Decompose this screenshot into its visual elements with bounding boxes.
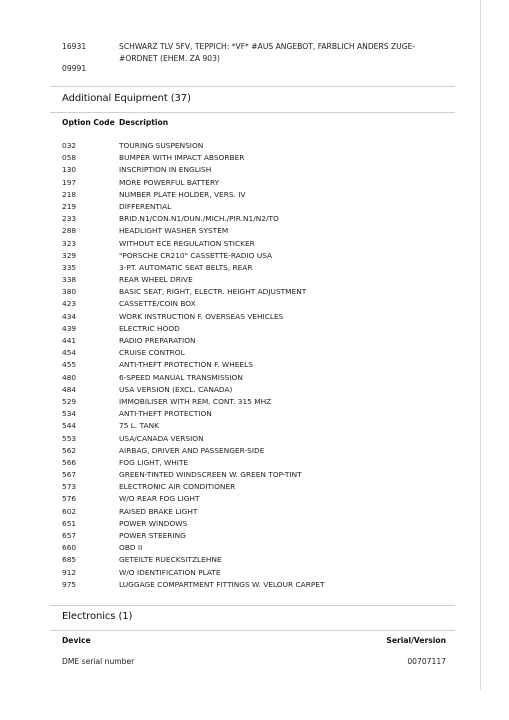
section-divider (50, 630, 455, 631)
option-description: WITHOUT ECE REGULATION STICKER (119, 238, 255, 248)
option-description: OBD II (119, 543, 143, 553)
option-code: 573 (62, 482, 77, 492)
option-code: 439 (62, 323, 77, 333)
option-code: 454 (62, 348, 77, 358)
option-description: NUMBER PLATE HOLDER, VERS. IV (119, 189, 246, 199)
option-description: BUMPER WITH IMPACT ABSORBER (119, 153, 245, 163)
option-description: "PORSCHE CR210" CASSETTE-RADIO USA (119, 250, 273, 260)
option-code: 441 (62, 336, 77, 345)
option-code: 566 (62, 457, 77, 467)
option-row (62, 469, 442, 481)
option-code: 553 (62, 433, 77, 443)
option-description: W/O REAR FOG LIGHT (119, 494, 200, 504)
option-code: 218 (62, 189, 77, 199)
option-description: AIRBAG, DRIVER AND PASSENGER-SIDE (119, 445, 265, 455)
device-header: Device (62, 636, 91, 645)
option-code: 602 (62, 506, 77, 516)
option-description: RAISED BRAKE LIGHT (119, 506, 198, 516)
option-description: REAR WHEEL DRIVE (119, 275, 193, 285)
option-row (62, 177, 442, 189)
option-description: HEADLIGHT WASHER SYSTEM (119, 226, 229, 236)
option-code: 544 (62, 421, 77, 431)
option-code: 09991 (62, 64, 87, 73)
option-row (62, 420, 442, 432)
option-row (62, 506, 442, 518)
option-row (62, 445, 442, 457)
option-description: GREEN-TINTED WINDSCREEN W. GREEN TOP-TINT (119, 470, 302, 480)
option-description: GETEILTE RUECKSITZLEHNE (119, 555, 222, 565)
option-row (62, 433, 442, 445)
option-row (62, 262, 442, 274)
option-code: 651 (62, 518, 77, 528)
option-row (62, 518, 442, 530)
option-description: WORK INSTRUCTION F. OVERSEAS VEHICLES (119, 311, 284, 321)
electronics-title: Electronics (1) (62, 611, 133, 622)
option-row (62, 396, 442, 408)
option-code: 562 (62, 445, 77, 455)
option-code: 329 (62, 250, 77, 260)
option-description: 3-PT. AUTOMATIC SEAT BELTS, REAR (119, 262, 253, 272)
option-row (62, 140, 442, 152)
option-description: IMMOBILISER WITH REM. CONT. 315 MHZ (119, 396, 272, 406)
option-row (62, 189, 442, 201)
option-row (62, 152, 442, 164)
option-description: USA VERSION (EXCL. CANADA) (119, 384, 233, 394)
option-description: POWER STEERING (119, 531, 186, 540)
option-description: CRUISE CONTROL (119, 348, 185, 358)
option-row (62, 311, 442, 323)
additional-equipment-title: Additional Equipment (37) (62, 93, 191, 104)
option-code: 912 (62, 567, 77, 577)
option-code: 219 (62, 201, 77, 211)
option-row (62, 335, 442, 347)
device-name: DME serial number (62, 657, 135, 666)
option-description: BASIC SEAT, RIGHT, ELECTR. HEIGHT ADJUSTMENT (119, 287, 307, 297)
description-header: Description (119, 118, 169, 127)
option-description: 6-SPEED MANUAL TRANSMISSION (119, 372, 243, 382)
option-code: 455 (62, 360, 77, 370)
option-description: 75 L. TANK (119, 421, 159, 431)
option-description: DIFFERENTIAL (119, 201, 172, 211)
option-row (62, 530, 442, 542)
page-edge-line (480, 0, 481, 690)
option-description: RADIO PREPARATION (119, 336, 196, 345)
option-row (62, 274, 442, 286)
option-row (62, 347, 442, 359)
option-code: 975 (62, 579, 77, 589)
device-serial: 00707117 (407, 657, 446, 666)
option-description: ELECTRIC HOOD (119, 323, 180, 333)
option-code: 032 (62, 141, 77, 150)
option-row (62, 286, 442, 298)
option-description: W/O IDENTIFICATION PLATE (119, 567, 221, 577)
serial-version-header: Serial/Version (386, 636, 446, 645)
option-description: TOURING SUSPENSION (119, 141, 204, 150)
option-code: 16931 (62, 42, 87, 51)
option-code: 529 (62, 396, 77, 406)
option-code: 480 (62, 372, 77, 382)
option-code: 423 (62, 299, 77, 309)
option-code: 657 (62, 531, 77, 540)
option-code: 197 (62, 177, 77, 187)
option-row (62, 493, 442, 505)
option-row (62, 481, 442, 493)
option-code: 058 (62, 153, 77, 163)
option-description: ANTI-THEFT PROTECTION F. WHEELS (119, 360, 253, 370)
option-code: 338 (62, 275, 77, 285)
option-code: 484 (62, 384, 77, 394)
option-row (62, 542, 442, 554)
option-row (62, 359, 442, 371)
section-divider (50, 86, 455, 87)
option-row (62, 225, 442, 237)
option-row (62, 457, 442, 469)
option-description: ANTI-THEFT PROTECTION (119, 409, 212, 419)
option-description: MORE POWERFUL BATTERY (119, 177, 220, 187)
option-code: 434 (62, 311, 77, 321)
option-row (62, 213, 442, 225)
option-row (62, 554, 442, 566)
option-code: 335 (62, 262, 77, 272)
option-row (62, 567, 442, 579)
option-code: 660 (62, 543, 77, 553)
option-row (62, 579, 442, 591)
option-code: 288 (62, 226, 77, 236)
option-code: 567 (62, 470, 77, 480)
option-code: 233 (62, 214, 77, 224)
option-description: SCHWARZ TLV 5FV, TEPPICH: *VF* #AUS ANGEBOT, FARBLICH ANDERS ZUGE-#ORDNET (EHEM. ZA 903) (119, 42, 416, 63)
option-code: 576 (62, 494, 77, 504)
option-description: POWER WINDOWS (119, 518, 188, 528)
option-description: LUGGAGE COMPARTMENT FITTINGS W. VELOUR CARPET (119, 579, 325, 589)
option-row (62, 164, 442, 176)
option-row (62, 201, 442, 213)
option-code: 380 (62, 287, 77, 297)
option-description: INSCRIPTION IN ENGLISH (119, 165, 212, 175)
option-code: 685 (62, 555, 77, 565)
option-description: ELECTRONIC AIR CONDITIONER (119, 482, 236, 492)
option-description: USA/CANADA VERSION (119, 433, 204, 443)
option-row (62, 323, 442, 335)
option-row (62, 238, 442, 250)
option-code: 323 (62, 238, 77, 248)
option-row (62, 384, 442, 396)
options-list (62, 140, 442, 591)
option-description: FOG LIGHT, WHITE (119, 457, 189, 467)
option-row (62, 298, 442, 310)
option-code: 130 (62, 165, 77, 175)
option-code: 534 (62, 409, 77, 419)
option-row (62, 250, 442, 262)
option-row (62, 408, 442, 420)
option-description: BRID.N1/CON.N1/DUN./MICH./PIR.N1/N2/TO (119, 214, 279, 224)
option-code-header: Option Code (62, 118, 115, 127)
section-divider (50, 605, 455, 606)
option-description: CASSETTE/COIN BOX (119, 299, 196, 309)
option-row (62, 372, 442, 384)
section-divider (50, 112, 455, 113)
